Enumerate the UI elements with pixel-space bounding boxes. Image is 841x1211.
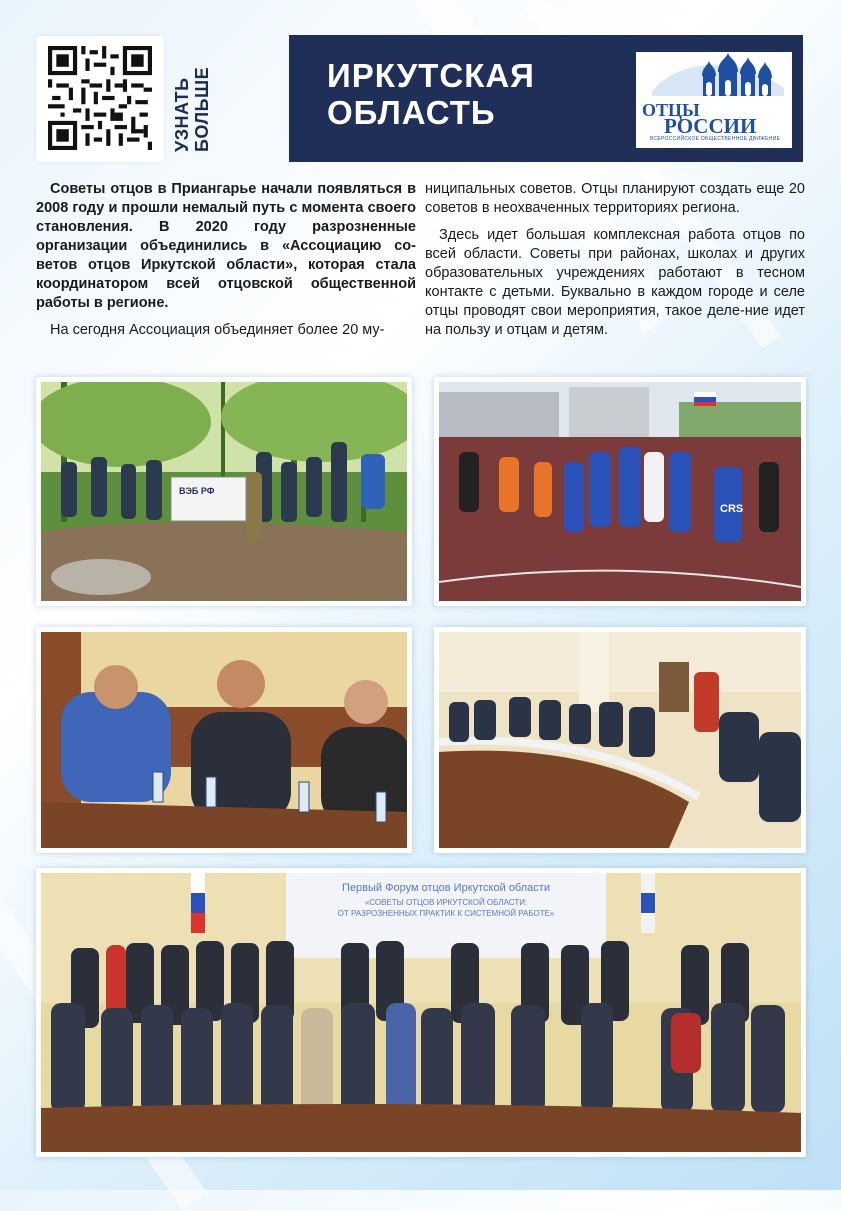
logo-word2: РОССИИ xyxy=(664,114,757,138)
region-title xyxy=(327,57,535,131)
article-column-right xyxy=(425,180,805,348)
forum-title: Первый Форум отцов Иркутской области xyxy=(342,882,550,894)
learn-more-line2: БОЛЬШЕ xyxy=(192,66,212,152)
article-paragraph-1-start: На сегодня Ассоциация объединяет более 20 му- xyxy=(50,322,385,338)
conference-room-image xyxy=(439,632,801,848)
photo-sports-team xyxy=(434,377,806,606)
fathers-of-russia-logo xyxy=(636,52,792,148)
officials-table-image xyxy=(41,632,407,848)
qr-code-icon xyxy=(48,46,152,150)
forum-subtitle-1: «СОВЕТЫ ОТЦОВ ИРКУТСКОЙ ОБЛАСТИ: xyxy=(364,898,528,907)
region-title-panel xyxy=(289,35,803,162)
forum-group-image xyxy=(41,873,801,1152)
learn-more-label xyxy=(168,36,228,156)
logo-word1: ОТЦЫ xyxy=(642,100,700,120)
photo-conference-room xyxy=(434,627,806,853)
logo-tagline: ВСЕРОССИЙСКОЕ ОБЩЕСТВЕННОЕ ДВИЖЕНИЕ xyxy=(650,136,781,142)
forest-group-image xyxy=(41,382,407,601)
region-title-line1: ИРКУТСКАЯ xyxy=(327,57,535,94)
article-intro: Советы отцов в Приангарье начали появляться в 2008 году и прошли немалый путь с момента своего становления. В 2020 году разрозненные организации объединились в «Ассоциацию со-ветов отцов Иркутской области», которая стала координатором всей отцовской общественной работы в регионе. xyxy=(36,181,416,311)
photo-forum-group xyxy=(36,868,806,1157)
sports-team-image xyxy=(439,382,801,601)
forum-subtitle-2: ОТ РАЗРОЗНЕННЫХ ПРАКТИК К СИСТЕМНОЙ РАБОТЕ» xyxy=(337,909,555,918)
article-column-left xyxy=(36,180,416,348)
photo-officials-table xyxy=(36,627,412,853)
forest-banner-text: ВЭБ РФ xyxy=(179,486,215,496)
article-paragraph-2: Здесь идет большая комплексная работа отцов по всей области. Советы при районах, школах и других образовательных учреждениях работают в тесном контакте с детьми. Буквально в каждом городе и селе отцы проводят свои мероприятия, такое деле-ние идет на пользу и отцам и детям. xyxy=(425,227,805,338)
learn-more-line1: УЗНАТЬ xyxy=(172,77,192,152)
qr-code[interactable] xyxy=(36,36,164,162)
region-title-line2: ОБЛАСТЬ xyxy=(327,94,496,131)
article-paragraph-1-end: ниципальных советов. Отцы планируют создать еще 20 советов в неохваченных территориях региона. xyxy=(425,181,805,216)
photo-forest-group xyxy=(36,377,412,606)
jersey-text: CRS xyxy=(720,503,744,515)
